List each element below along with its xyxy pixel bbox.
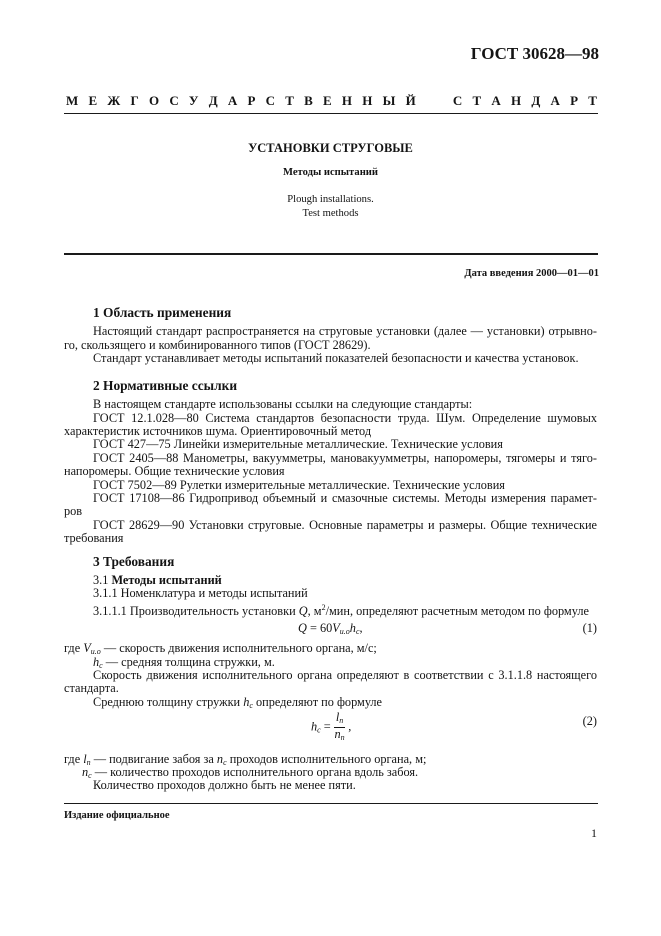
english-title [0, 193, 661, 220]
banner-letter: Й [405, 93, 416, 108]
banner-letter: Г [130, 93, 139, 108]
eq1-end: , [359, 621, 363, 635]
section1-p2: Стандарт устанавливает методы испытаний показателей безопасности и качества установок. [93, 351, 579, 365]
intro-date: Дата введения 2000—01—01 [464, 268, 599, 279]
document-title: УСТАНОВКИ СТРУГОВЫЕ [248, 141, 413, 155]
s3111-sup: 2 [321, 603, 326, 612]
banner-letter: О [148, 93, 160, 108]
eq2-hsub: с [317, 725, 321, 735]
banner-rule [64, 113, 598, 114]
eq2-den-n: n [334, 727, 341, 741]
section1-p1-line1: Настоящий стандарт распространяется на струговые установки (далее — установки) отрывно- [93, 324, 597, 338]
ref2: ГОСТ 427—75 Линейки измерительные металлические. Технические условия [93, 437, 503, 451]
ref4: ГОСТ 7502—89 Рулетки измерительные металлические. Технические условия [93, 478, 505, 492]
thick-text-a: Среднюю толщину стружки [93, 695, 244, 709]
banner-letter: А [550, 93, 560, 108]
formula-1-number: (1) [582, 621, 597, 635]
eq2-numerator [334, 711, 345, 728]
ref1-line1: ГОСТ 12.1.028—80 Система стандартов безопасности труда. Шум. Определение шумовых [93, 411, 597, 425]
english-title-line2: Test methods [302, 207, 359, 219]
passes-note: Количество проходов должно быть не менее пяти. [93, 778, 356, 792]
page-number: 1 [591, 826, 597, 840]
where1-h: h [93, 655, 100, 669]
banner-letter: Ы [382, 93, 396, 108]
banner-letter: В [304, 93, 313, 108]
thick-h: h [243, 695, 250, 709]
banner-gap [426, 93, 429, 109]
where2-prefix: где [64, 752, 84, 766]
banner-letter: С [452, 93, 463, 108]
where2-n: n [82, 765, 89, 779]
eq2-denominator [334, 728, 345, 744]
where1-prefix: где [64, 641, 84, 655]
eq2-num-l: l [335, 710, 340, 724]
where2-l: l [83, 752, 87, 766]
eq2-end: , [345, 719, 352, 734]
eq1-lhs: Q [298, 621, 307, 635]
where1-hsub: с [99, 661, 103, 670]
section3-heading: 3 Требования [93, 554, 175, 569]
s3111-q: Q [298, 604, 308, 619]
where1-hdesc: — средняя толщина стружки, м. [102, 655, 275, 669]
section1-heading: 1 Область применения [93, 305, 232, 320]
eq2-num-sub: п [339, 716, 344, 725]
banner-letter: Ж [107, 93, 121, 108]
formula-1 [298, 621, 363, 636]
eq1-hsub: с [355, 627, 360, 636]
banner-letter: Н [341, 93, 353, 108]
ref6-line2: требования [64, 531, 124, 545]
banner-letter: Н [510, 93, 522, 108]
title-rule [64, 253, 598, 255]
english-title-line1: Plough installations. [287, 194, 374, 205]
eq2-fraction [334, 711, 345, 744]
where2-ldesc-b: проходов исполнительного органа, м; [226, 752, 427, 766]
document-subtitle: Методы испытаний [282, 167, 379, 178]
where1-vsub: и.о [90, 647, 101, 656]
formula-2-number: (2) [582, 714, 597, 728]
banner-letter: Е [88, 93, 98, 108]
banner-letter: А [227, 93, 238, 108]
standard-banner [66, 93, 597, 109]
banner-letter: А [491, 93, 501, 108]
eq2-den-sub: п [340, 733, 345, 742]
s3111-text-b: , м [307, 604, 322, 619]
banner-letter: Д [208, 93, 218, 108]
where2-n-inline-sub: с [223, 758, 227, 767]
thick-hsub: с [249, 701, 253, 710]
banner-letter: Т [285, 93, 294, 108]
eq1-v: V [332, 621, 340, 635]
ref3-line2: напоромеры. Общие технические условия [64, 464, 285, 478]
s3111-text-c: /мин, определяют расчетным методом по формуле [325, 604, 589, 619]
banner-letter: Д [531, 93, 541, 108]
speed-line1: Скорость движения исполнительного органа определяют в соответствии с 3.1.1.8 настоящего [93, 668, 597, 682]
ref3-line1: ГОСТ 2405—88 Манометры, вакуумметры, мановакуумметры, напоромеры, тягомеры и тяго- [93, 451, 597, 465]
speed-line2: стандарта. [64, 681, 119, 695]
banner-letter: С [169, 93, 179, 108]
footer-rule [64, 803, 598, 804]
section2-intro: В настоящем стандарте использованы ссылки на следующие стандарты: [93, 397, 473, 411]
banner-gap [439, 93, 442, 109]
eq1-h: h [349, 621, 356, 635]
banner-letter: Е [323, 93, 332, 108]
eq1-vsub: и.о [339, 627, 350, 636]
banner-letter: С [265, 93, 276, 108]
eq2-h: h [311, 719, 318, 734]
eq1-eq: = 60 [306, 621, 333, 635]
subsection-3-1-1-1 [93, 601, 597, 619]
banner-letter: Т [472, 93, 482, 108]
banner-letter: Р [247, 93, 256, 108]
banner-letter: М [66, 93, 79, 108]
subsection-3-1-number: 3.1 [93, 573, 109, 587]
subsection-3-1-title: Методы испытаний [111, 573, 222, 587]
where2-ndesc: — количество проходов исполнительного органа вдоль забоя. [91, 765, 419, 779]
banner-letter: Т [588, 93, 597, 108]
banner-letter: Н [362, 93, 373, 108]
ref5-line1: ГОСТ 17108—86 Гидропривод объемный и смазочные системы. Методы измерения парамет- [93, 491, 597, 505]
formula-2 [311, 711, 351, 744]
where2-nsub: с [88, 771, 92, 780]
edition-label: Издание официальное [64, 810, 170, 821]
where2-ldesc-a: — подвигание забоя за [90, 752, 217, 766]
ref1-line2: характеристик источников шума. Ориентировочный метод [64, 424, 372, 438]
s3111-text-a: 3.1.1.1 Производительность установки [93, 604, 299, 619]
ref5-line2: ров [64, 504, 83, 518]
ref6-line1: ГОСТ 28629—90 Установки струговые. Основные параметры и размеры. Общие технические [93, 518, 597, 532]
subsection-3-1-1: 3.1.1 Номенклатура и методы испытаний [93, 586, 308, 600]
banner-letter: У [188, 93, 199, 108]
thick-text-b: определяют по формуле [252, 695, 383, 709]
where2-n-inline: n [216, 752, 224, 766]
where2-lsub: п [86, 758, 91, 767]
banner-letter: Р [570, 93, 579, 108]
section2-heading: 2 Нормативные ссылки [93, 378, 238, 393]
where1-v: V [83, 641, 91, 655]
gost-code: ГОСТ 30628—98 [470, 44, 599, 63]
eq2-eq: = [320, 719, 334, 734]
where1-desc: — скорость движения исполнительного органа, м/с; [100, 641, 377, 655]
section1-p1-line2: го, скользящего и комбинированного типов (ГОСТ 28629). [64, 338, 371, 352]
